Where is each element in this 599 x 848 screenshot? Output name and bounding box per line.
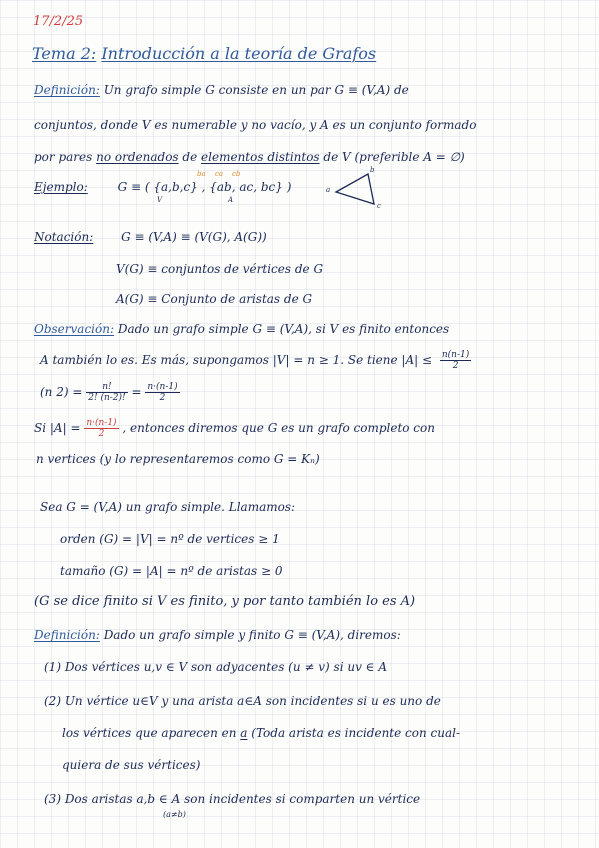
example-line bbox=[34, 180, 599, 194]
fraction-factorial bbox=[86, 382, 127, 403]
text-segment: Si |A| = bbox=[34, 421, 81, 435]
vertex-b: b bbox=[370, 166, 375, 174]
text-segment: , entonces diremos que G es un grafo completo con bbox=[122, 421, 435, 435]
fraction-denominator: 2! (n-2)! bbox=[88, 393, 126, 403]
observation-text: Dado un grafo simple G ≡ (V,A), si V es finito entonces bbox=[117, 322, 450, 336]
triangle-graph-figure bbox=[320, 168, 390, 214]
observation-line-1 bbox=[34, 322, 599, 336]
fraction-n-n1-over-2 bbox=[440, 350, 471, 371]
binomial-left: (n 2) = bbox=[40, 385, 83, 399]
observation-line-2 bbox=[40, 350, 599, 371]
complete-graph-line bbox=[34, 418, 599, 439]
item-2-line-2 bbox=[62, 726, 599, 740]
text-segment: por pares bbox=[34, 150, 93, 164]
notation-line-3: A(G) ≡ Conjunto de aristas de G bbox=[116, 292, 313, 306]
definition-text: Un grafo simple G consiste en un par G ≡ (V,A) de bbox=[103, 83, 409, 97]
item-2-line-1: (2) Un vértice u∈V y una arista a∈A son incidentes si u es uno de bbox=[44, 694, 441, 708]
fraction-denominator: 2 bbox=[159, 393, 166, 403]
definition-2-intro: Dado un grafo simple y finito G ≡ (V,A), diremos: bbox=[103, 628, 401, 642]
notation-label: Notación: bbox=[34, 230, 94, 244]
notation-line-1 bbox=[34, 230, 599, 244]
annotation-ba: ba bbox=[197, 170, 206, 178]
annotation-cb: cb bbox=[232, 170, 241, 178]
title-text: Introducción a la teoría de Grafos bbox=[101, 44, 377, 63]
vertex-c: c bbox=[377, 202, 381, 210]
fraction-numerator: n·(n-1) bbox=[86, 418, 117, 428]
date: 17/2/25 bbox=[33, 14, 84, 29]
observation-label: Observación: bbox=[34, 322, 115, 336]
annotation-ca: ca bbox=[215, 170, 224, 178]
title-prefix: Tema 2: bbox=[32, 44, 97, 63]
fraction-complete bbox=[84, 418, 118, 439]
definition-1-line-3 bbox=[34, 150, 599, 164]
underlined-a: a bbox=[240, 726, 248, 740]
text-segment: los vértices que aparecen en bbox=[62, 726, 237, 740]
text-segment: (Toda arista es incidente con cual- bbox=[251, 726, 461, 740]
under-brace-v: V bbox=[157, 196, 163, 204]
kn-line: n vertices (y lo representaremos como G = Kₙ) bbox=[36, 452, 320, 466]
fraction-denominator: 2 bbox=[452, 361, 459, 371]
fraction-denominator: 2 bbox=[98, 429, 105, 439]
example-label: Ejemplo: bbox=[34, 180, 88, 194]
observation-text-2: A también lo es. Es más, supongamos |V| = n ≥ 1. Se tiene |A| ≤ bbox=[40, 353, 433, 367]
fraction-result bbox=[145, 382, 179, 403]
underlined-elementos-distintos: elementos distintos bbox=[201, 150, 320, 164]
underlined-no-ordenados: no ordenados bbox=[96, 150, 179, 164]
item-3: (3) Dos aristas a,b ∈ A son incidentes si comparten un vértice bbox=[44, 792, 421, 806]
definition-1-line-1 bbox=[34, 83, 599, 97]
text-segment: de V (preferible A = ∅) bbox=[323, 150, 465, 164]
item-1: (1) Dos vértices u,v ∈ V son adyacentes (u ≠ v) si uv ∈ A bbox=[44, 660, 388, 674]
item-3-sub: (a≠b) bbox=[163, 810, 186, 819]
definition-2-label: Definición: bbox=[34, 628, 100, 642]
equals-sign: = bbox=[131, 385, 142, 399]
under-brace-a: A bbox=[228, 196, 234, 204]
text-segment: de bbox=[182, 150, 198, 164]
fraction-numerator: n(n-1) bbox=[441, 350, 470, 360]
definition-2-line bbox=[34, 628, 599, 642]
tamano-line: tamaño (G) = |A| = nº de aristas ≥ 0 bbox=[60, 564, 283, 578]
definition-label: Definición: bbox=[34, 83, 100, 97]
definition-1-line-2: conjuntos, donde V es numerable y no vacío, y A es un conjunto formado bbox=[34, 118, 477, 132]
fraction-numerator: n! bbox=[86, 382, 127, 393]
sea-line: Sea G = (V,A) un grafo simple. Llamamos: bbox=[40, 500, 296, 514]
notation-formula: G ≡ (V,A) ≡ (V(G), A(G)) bbox=[121, 230, 267, 244]
orden-line: orden (G) = |V| = nº de vertices ≥ 1 bbox=[60, 532, 280, 546]
finito-line: (G se dice finito si V es finito, y por tanto también lo es A) bbox=[34, 594, 416, 609]
notation-line-2: V(G) ≡ conjuntos de vértices de G bbox=[116, 262, 324, 276]
example-formula: G ≡ ( {a,b,c} , {ab, ac, bc} ) bbox=[117, 180, 292, 194]
item-2-line-3: quiera de sus vértices) bbox=[62, 758, 201, 772]
binomial-line bbox=[40, 382, 599, 403]
fraction-numerator: n·(n-1) bbox=[147, 382, 178, 392]
vertex-a: a bbox=[326, 186, 331, 194]
page-title bbox=[32, 44, 599, 63]
